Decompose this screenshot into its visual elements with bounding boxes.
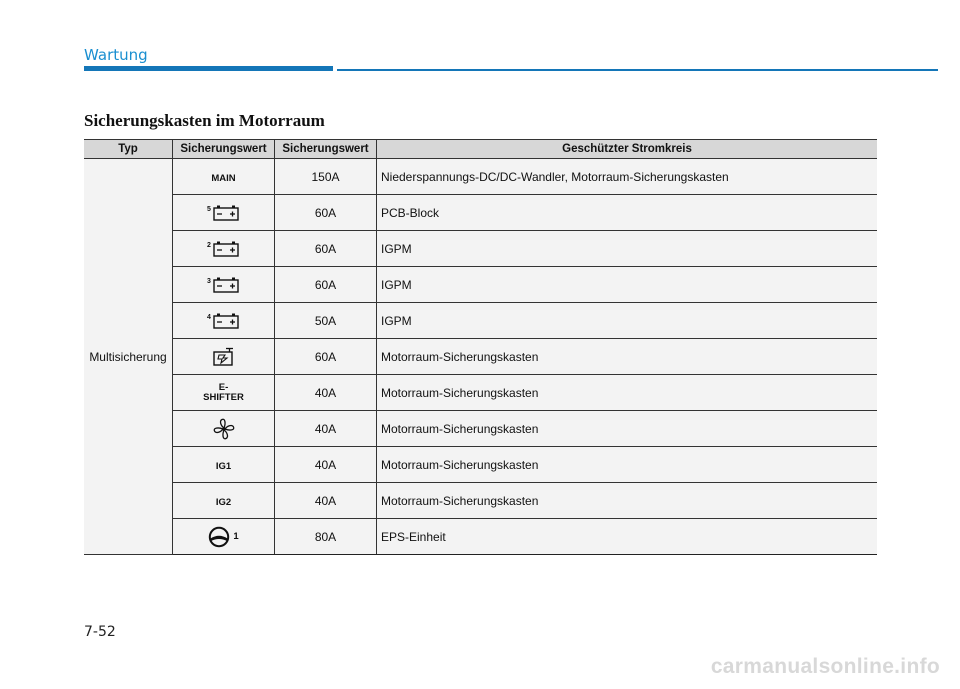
table-row [84, 483, 877, 519]
fuse-symbol-cell [173, 411, 275, 447]
fuse-rating: 40A [275, 447, 377, 483]
battery-icon [212, 241, 240, 257]
fuse-symbol-text: IG2 [215, 496, 232, 508]
fuse-table [84, 139, 877, 555]
fuse-number: 5 [207, 205, 211, 213]
fuse-number: 1 [233, 530, 239, 542]
type-cell: Multisicherung [84, 159, 173, 555]
fuse-symbol-cell [173, 447, 275, 483]
fuse-table-body [84, 159, 877, 555]
fuse-rating: 80A [275, 519, 377, 555]
col-header-type: Typ [84, 140, 173, 159]
fan-icon [212, 417, 236, 441]
engine-icon [211, 347, 237, 367]
col-header-rating: Sicherungswert [275, 140, 377, 159]
fuse-symbol-cell [173, 339, 275, 375]
fuse-symbol-cell [173, 267, 275, 303]
fuse-rating: 60A [275, 231, 377, 267]
header-rule-thin [337, 69, 938, 71]
fuse-rating: 60A [275, 267, 377, 303]
table-row [84, 339, 877, 375]
fuse-rating: 60A [275, 339, 377, 375]
fuse-rating: 40A [275, 483, 377, 519]
table-row [84, 411, 877, 447]
fuse-number: 4 [207, 313, 211, 321]
protected-circuit: Motorraum-Sicherungskasten [377, 411, 878, 447]
steering-icon [208, 526, 230, 548]
table-row [84, 303, 877, 339]
fuse-number: 3 [207, 277, 211, 285]
table-header-row [84, 140, 877, 159]
fuse-symbol-text: MAIN [211, 172, 236, 184]
section-label: Wartung [84, 46, 148, 64]
watermark: carmanualsonline.info [710, 655, 940, 678]
fuse-number: 2 [207, 241, 211, 249]
col-header-symbol: Sicherungswert [173, 140, 275, 159]
col-header-circuit: Geschützter Stromkreis [377, 140, 878, 159]
fuse-symbol-cell [173, 519, 275, 555]
table-row [84, 267, 877, 303]
battery-icon [212, 277, 240, 293]
protected-circuit: Motorraum-Sicherungskasten [377, 339, 878, 375]
battery-icon [212, 313, 240, 329]
protected-circuit: EPS-Einheit [377, 519, 878, 555]
table-row [84, 519, 877, 555]
page-number: 7-52 [84, 624, 116, 640]
table-row [84, 195, 877, 231]
protected-circuit: PCB-Block [377, 195, 878, 231]
protected-circuit: Motorraum-Sicherungskasten [377, 375, 878, 411]
page-title: Sicherungskasten im Motorraum [84, 111, 325, 130]
fuse-rating: 40A [275, 375, 377, 411]
fuse-symbol-text: IG1 [215, 460, 232, 472]
header-rule-thick [84, 66, 333, 71]
fuse-symbol-cell [173, 375, 275, 411]
protected-circuit: Motorraum-Sicherungskasten [377, 483, 878, 519]
protected-circuit: Niederspannungs-DC/DC-Wandler, Motorraum-Sicherungskasten [377, 159, 878, 195]
table-row [84, 375, 877, 411]
table-row [84, 447, 877, 483]
fuse-symbol-cell [173, 303, 275, 339]
table-row [84, 231, 877, 267]
battery-icon [212, 205, 240, 221]
fuse-rating: 60A [275, 195, 377, 231]
fuse-rating: 50A [275, 303, 377, 339]
fuse-symbol-cell [173, 483, 275, 519]
fuse-rating: 40A [275, 411, 377, 447]
fuse-symbol-cell [173, 195, 275, 231]
fuse-symbol-cell [173, 231, 275, 267]
table-row [84, 159, 877, 195]
fuse-symbol-cell [173, 159, 275, 195]
fuse-rating: 150A [275, 159, 377, 195]
protected-circuit: IGPM [377, 303, 878, 339]
fuse-symbol-text: E- SHIFTER [203, 381, 244, 403]
protected-circuit: Motorraum-Sicherungskasten [377, 447, 878, 483]
protected-circuit: IGPM [377, 231, 878, 267]
protected-circuit: IGPM [377, 267, 878, 303]
